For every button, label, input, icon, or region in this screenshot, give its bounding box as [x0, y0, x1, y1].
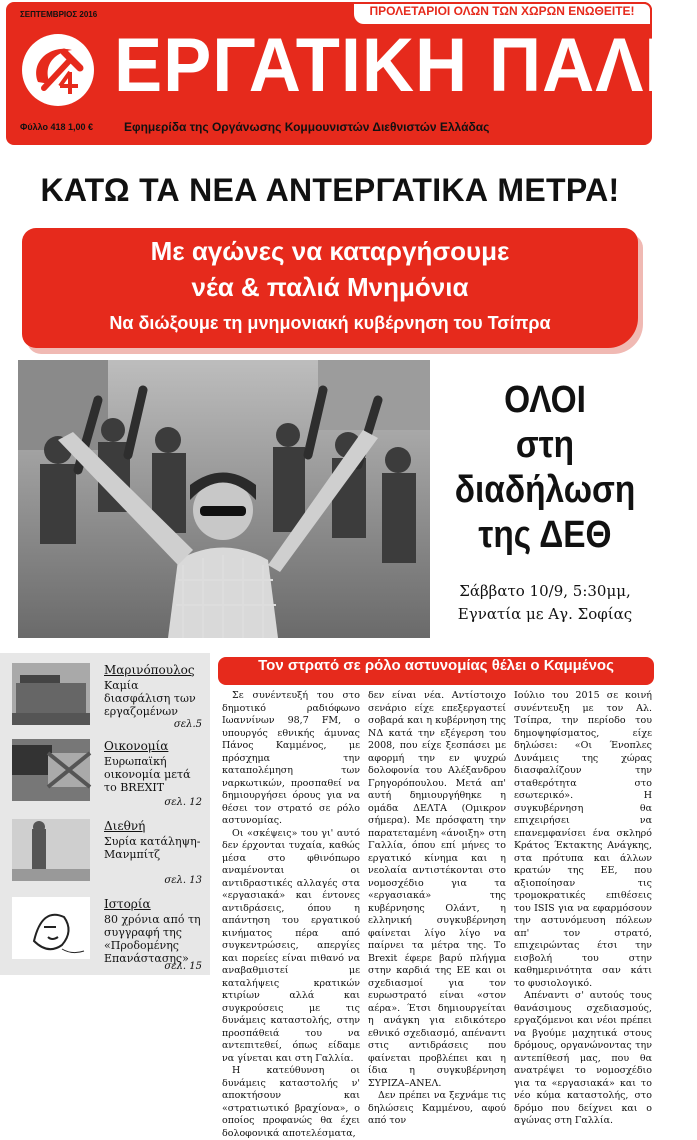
- article-paragraph: Ιούλιο του 2015 σε κοινή συνέντευξη με τον Αλ. Τσίπρα, την περίοδο του δημοψηφίσματος, είχε δηλώσει: «Οι Ένοπλες Δυνάμεις της χώρας διασφαλίζουν την σταθερότητα στο εσωτερικό». Η συγκυβέρνηση θα επιχειρήσει να επανεμφανίσει ένα σκληρό Κράτος Έκτακτης Ανάγκης, στα πρότυπα και άλλων κρατών της ΕΕ, που αξιοποίησαν τις τρομοκρατικές επιθέσεις του ISIS για να εφαρμόσουν την αστυνόμευση πόλεων απ' τον στρατό, επιχειρώντας έτσι την εισβολή του στην καθημερινότητα σαν κάτι το φυσιολογικό.: [514, 690, 652, 989]
- contents-sidebar: [0, 653, 210, 975]
- sidebar-text: Συρία κατάληψη-Μανμπίτζ: [104, 835, 201, 861]
- issue-date: ΣΕΠΤΕΜΒΡΙΟΣ 2016: [20, 10, 98, 19]
- sidebar-item-economy[interactable]: [12, 739, 206, 811]
- newspaper-title: ΕΡΓΑΤΙΚΗ ΠΑΛΗ: [114, 23, 697, 108]
- sidebar-page: σελ. 15: [164, 961, 202, 972]
- banner-line-1: Με αγώνες να καταργήσουμε: [150, 236, 510, 266]
- organization-name: Εφημερίδα της Οργάνωσης Κομμουνιστών Διεθνιστών Ελλάδας: [124, 120, 490, 134]
- callout-line-2: στη: [515, 424, 575, 466]
- supermarket-thumbnail: [12, 663, 90, 725]
- issue-number-price: Φύλλο 418 1,00 €: [20, 122, 94, 132]
- article-paragraph: Οι «σκέψεις» του γι' αυτό δεν έρχονται τυχαία, καθώς μέσα στο φθινόπωρο αναμένονται οι αντιδραστικές αλλαγές στα «εργασιακά» και έντονες αντιδράσεις, όπου η απάντηση του εργατικού κινήματος πέρα από συγκεντρώσεις, απεργίες και πορείες είναι πιθανό να αναβαθμιστεί με καταλήψεις κρατικών κτιρίων αλλά και συγκρούσεις με τις δυνάμεις καταστολής, στην προσπάθειά του να αντεπιτεθεί, όπως είδαμε να γίνεται και στη Γαλλία.: [222, 827, 360, 1064]
- masthead-slogan: ΠΡΟΛΕΤΑΡΙΟΙ ΟΛΩΝ ΤΩΝ ΧΩΡΩΝ ΕΝΩΘΕΙΤΕ!: [352, 2, 652, 26]
- sidebar-page: σελ. 13: [164, 875, 202, 886]
- article-title: Τον στρατό σε ρόλο αστυνομίας θέλει ο Καμμένος: [218, 657, 654, 685]
- sidebar-text: 80 χρόνια από τη συγγραφή της «Προδομένης Επανάστασης»: [104, 913, 201, 965]
- demonstration-date: Σάββατο 10/9, 5:30μμ,: [459, 582, 631, 600]
- main-headline: ΚΑΤΩ ΤΑ ΝΕΑ ΑΝΤΕΡΓΑΤΙΚΑ ΜΕΤΡΑ!: [40, 172, 620, 208]
- sidebar-page: σελ. 12: [164, 797, 202, 808]
- sidebar-category: Μαρινόπουλος: [104, 663, 195, 677]
- article-paragraph: Η κατεύθυνση οι δυνάμεις καταστολής ν' αποκτήσουν και «στρατιωτικό βραχίονα», ο οποίος προφανώς θα έχει δολοφονικά αποτελέσματα,: [222, 1065, 360, 1139]
- sidebar-category: Ιστορία: [104, 897, 151, 911]
- article-column-2: [368, 690, 506, 1126]
- sidebar-category: Οικονομία: [104, 739, 169, 753]
- article-paragraph: Σε συνέντευξή του στο δημοτικό ραδιόφωνο Ιωαννίνων 98,7 FM, ο υπουργός εθνικής άμυνας Πάνος Καμμένος, με πρόσχημα την καταπολέμηση των ναρκωτικών, προσπαθεί να δημιουργήσει όρους για να θέσει τον στρατό σε ρόλο αστυνομίας.: [222, 690, 360, 826]
- sidebar-text: Ευρωπαϊκή οικονομία μετά το BREXIT: [104, 755, 191, 794]
- callout-line-4: της ΔΕΘ: [478, 514, 612, 556]
- article-column-1: [222, 690, 360, 1139]
- protest-photo: [18, 360, 430, 638]
- sidebar-item-marinopoulos[interactable]: [12, 663, 206, 733]
- banner-line-2: νέα & παλιά Μνημόνια: [191, 272, 469, 302]
- article-paragraph: Δεν πρέπει να ξεχνάμε τις δηλώσεις Καμμένου, αφού από τον: [368, 1090, 506, 1126]
- trotsky-sketch-thumbnail: [12, 897, 90, 959]
- demonstration-location: Εγνατία με Αγ. Σοφίας: [457, 605, 633, 623]
- article-paragraph: δεν είναι νέα. Αντίστοιχο σενάριο είχε επεξεργαστεί σοβαρά και η κυβέρνηση της ΝΔ κατά την εξέγερση του 2008, που είχε ξεσπάσει με αφορμή την εν ψυχρώ δολοφονία του Αλέξανδρου Γρηγορόπουλου. Μετά απ' αυτή δημιουργήθηκε η ομάδα ΔΕΛΤΑ (Ομικρον σήμερα). Με πρόσφατη την παρατεταμένη «άνοιξη» στη Γαλλία, όπου επί μήνες το εργατικό κίνημα και η νεολαία αντιστέκονται στο νομοσχέδιο για τα «εργασιακά» της κυβέρνησης Ολάντ, η ελληνική συγκυβέρνηση φαίνεται λίγο λίγο να παίρνει τα μέτρα της. Το Brexit έφερε βαρύ πλήγμα στην καρδιά της ΕΕ και οι σχεδιασμοί για τον ευρωστρατό είναι «στον αέρα». Έτσι δημιουργείται η ανάγκη για ειδικότερο εθνικό σχεδιασμό, απέναντι στις αντιδράσεις που φαίνεται προβλέπει και η ίδια η συγκυβέρνηση ΣΥΡΙΖΑ–ΑΝΕΛ.: [368, 690, 506, 1089]
- sidebar-item-history[interactable]: [12, 897, 206, 973]
- masthead-subline: [6, 118, 652, 142]
- callout-line-3: διαδήλωση: [454, 469, 636, 511]
- callout-line-1: ΟΛΟΙ: [504, 379, 586, 421]
- demonstration-callout: [453, 378, 638, 558]
- banner-line-3: Να διώξουμε τη μνημονιακή κυβέρνηση του Τσίπρα: [109, 313, 551, 333]
- sidebar-item-international[interactable]: [12, 819, 206, 891]
- red-banner: [22, 228, 638, 348]
- sidebar-category: Διεθνή: [104, 819, 146, 833]
- flags-thumbnail: [12, 739, 90, 801]
- hammer-sickle-4-logo: [20, 32, 96, 108]
- article-column-3: [514, 690, 652, 1126]
- masthead: [6, 2, 697, 145]
- demonstration-details: [440, 580, 650, 626]
- syria-thumbnail: [12, 819, 90, 881]
- sidebar-text: Καμία διασφάλιση των εργαζομένων: [104, 679, 196, 718]
- sidebar-page: σελ.5: [173, 719, 202, 730]
- article-paragraph: Απέναντι σ' αυτούς τους θανάσιμους σχεδιασμούς, εργαζόμενοι και νέοι πρέπει να βγούμε μαχητικά στους δρόμους, οργανώνοντας την αντεπίθεσή μας, που θα ανατρέψει το νομοσχέδιο για τα «εργασιακά» και το νέο κύμα καταστολής, στο δρόμο που δείχνει και ο αγώνας στη Γαλλία.: [514, 990, 652, 1126]
